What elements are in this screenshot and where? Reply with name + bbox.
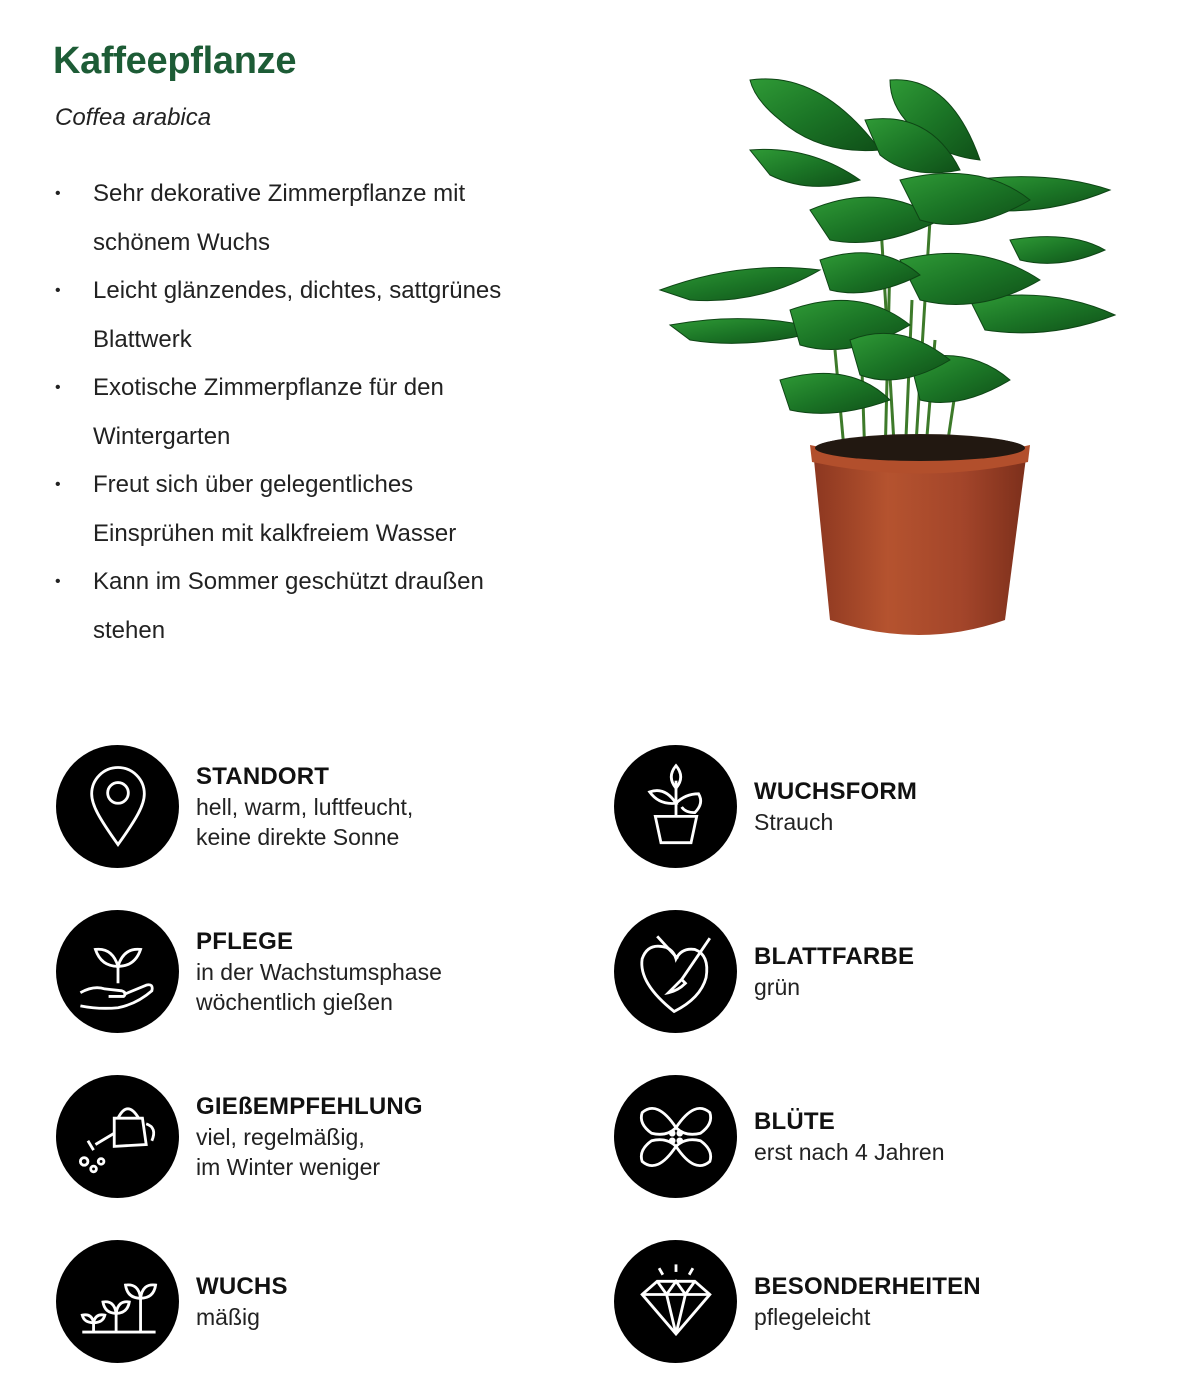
feature-label: BLATTFARBE — [754, 942, 915, 970]
diamond-icon — [614, 1240, 737, 1363]
feature-wuchsform — [614, 745, 1154, 870]
feature-label: BESONDERHEITEN — [754, 1272, 981, 1300]
feature-pflege — [56, 910, 596, 1035]
location-pin-icon — [56, 745, 179, 868]
bullet-item: • Sehr dekorative Zimmerpflanze mit schönem Wuchs — [55, 170, 525, 267]
feature-value: mäßig — [196, 1303, 260, 1330]
botanical-name: Coffea arabica — [55, 104, 212, 131]
feature-bullet-list — [55, 170, 525, 655]
leaf-brush-icon — [614, 910, 737, 1033]
feature-label: WUCHS — [196, 1272, 288, 1300]
seedlings-growth-icon — [56, 1240, 179, 1363]
feature-label: WUCHSFORM — [754, 777, 918, 805]
feature-value: grün — [754, 973, 801, 1000]
feature-value: erst nach 4 Jahren — [754, 1138, 945, 1165]
product-title: Kaffeepflanze — [53, 40, 297, 82]
hand-seedling-icon — [56, 910, 179, 1033]
feature-value: Strauch — [754, 808, 834, 835]
feature-giessempfehlung — [56, 1075, 596, 1200]
bullet-item: • Kann im Sommer geschützt draußen stehen — [55, 558, 525, 655]
watering-can-icon — [56, 1075, 179, 1198]
bullet-item: • Exotische Zimmerpflanze für den Wintergarten — [55, 364, 525, 461]
feature-label: PFLEGE — [196, 927, 294, 955]
coffee-plant-image — [650, 60, 1130, 650]
bullet-item: • Leicht glänzendes, dichtes, sattgrünes Blattwerk — [55, 267, 525, 364]
feature-bluete — [614, 1075, 1154, 1200]
feature-label: BLÜTE — [754, 1107, 835, 1135]
feature-label: GIEßEMPFEHLUNG — [196, 1092, 423, 1120]
feature-value: pflegeleicht — [754, 1303, 871, 1330]
potted-plant-icon — [614, 745, 737, 868]
feature-label: STANDORT — [196, 762, 330, 790]
feature-besonderheiten — [614, 1240, 1154, 1365]
feature-value: hell, warm, luftfeucht, keine direkte Sonne — [196, 793, 414, 850]
feature-standort — [56, 745, 596, 870]
bullet-item: • Freut sich über gelegentliches Einsprühen mit kalkfreiem Wasser — [55, 461, 525, 558]
feature-value: viel, regelmäßig, im Winter weniger — [196, 1123, 381, 1180]
feature-value: in der Wachstumsphase wöchentlich gießen — [196, 958, 442, 1015]
feature-wuchs — [56, 1240, 596, 1365]
blossom-icon — [614, 1075, 737, 1198]
feature-blattfarbe — [614, 910, 1154, 1035]
